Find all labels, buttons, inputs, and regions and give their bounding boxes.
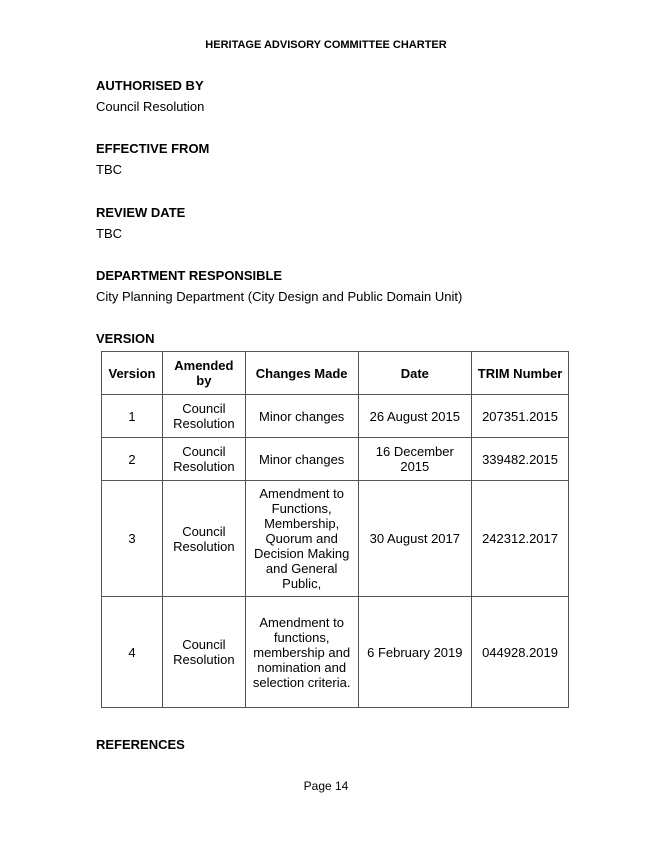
version-heading: VERSION (96, 331, 155, 346)
department-heading: DEPARTMENT RESPONSIBLE (96, 268, 283, 283)
cell-amended-by: Council Resolution (162, 481, 245, 597)
cell-version: 2 (102, 438, 163, 481)
authorised-by-value: Council Resolution (96, 99, 205, 114)
cell-trim: 044928.2019 (472, 597, 569, 708)
department-value: City Planning Department (City Design and Public Domain Unit) (96, 289, 463, 304)
cell-amended-by: Council Resolution (162, 438, 245, 481)
cell-version: 1 (102, 395, 163, 438)
version-table (101, 351, 569, 708)
references-heading: REFERENCES (96, 737, 185, 752)
column-header-amended-by: Amended by (162, 352, 245, 395)
effective-from-value: TBC (96, 162, 122, 177)
column-header-date: Date (358, 352, 472, 395)
cell-amended-by: Council Resolution (162, 597, 245, 708)
table-row (102, 438, 569, 481)
authorised-by-heading: AUTHORISED BY (96, 78, 204, 93)
table-row (102, 481, 569, 597)
cell-date: 16 December 2015 (358, 438, 472, 481)
table-header-row (102, 352, 569, 395)
review-date-heading: REVIEW DATE (96, 205, 186, 220)
cell-date: 26 August 2015 (358, 395, 472, 438)
cell-date: 6 February 2019 (358, 597, 472, 708)
effective-from-heading: EFFECTIVE FROM (96, 141, 210, 156)
cell-trim: 242312.2017 (472, 481, 569, 597)
document-header: HERITAGE ADVISORY COMMITTEE CHARTER (205, 39, 447, 51)
cell-changes: Amendment to functions, membership and nomination and selection criteria. (245, 597, 358, 708)
review-date-value: TBC (96, 226, 122, 241)
cell-changes: Minor changes (245, 438, 358, 481)
column-header-version: Version (102, 352, 163, 395)
cell-trim: 207351.2015 (472, 395, 569, 438)
cell-changes: Minor changes (245, 395, 358, 438)
column-header-changes-made: Changes Made (245, 352, 358, 395)
page-number: Page 14 (303, 779, 349, 793)
cell-trim: 339482.2015 (472, 438, 569, 481)
cell-version: 4 (102, 597, 163, 708)
table-row (102, 597, 569, 708)
cell-date: 30 August 2017 (358, 481, 472, 597)
table-row (102, 395, 569, 438)
cell-version: 3 (102, 481, 163, 597)
cell-changes: Amendment to Functions, Membership, Quorum and Decision Making and General Public, (245, 481, 358, 597)
cell-amended-by: Council Resolution (162, 395, 245, 438)
column-header-trim-number: TRIM Number (472, 352, 569, 395)
